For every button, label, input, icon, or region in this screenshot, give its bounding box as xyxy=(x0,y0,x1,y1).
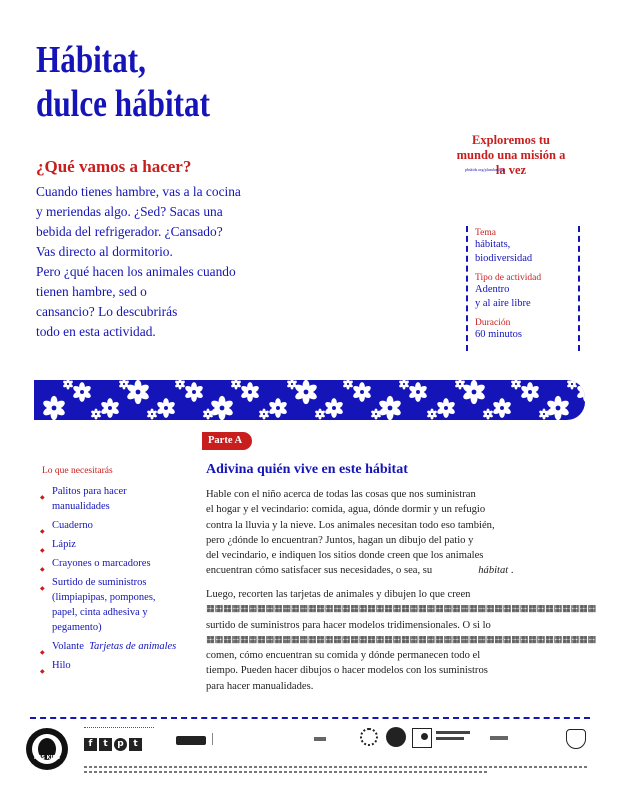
title-line-1: Hábitat, xyxy=(36,39,146,81)
flower-icon xyxy=(100,398,120,418)
flower-icon xyxy=(352,382,372,402)
paragraph-line: tiempo. Pueden hacer dibujos o hacer modelos con los suministros xyxy=(206,665,488,677)
part-badge: Parte A xyxy=(202,432,252,450)
flower-icon xyxy=(294,380,318,404)
shield-logo xyxy=(566,729,586,749)
paragraph-line: del vecindario, e indiquen los sitios donde creen que los animales xyxy=(206,550,484,562)
activity-info-box xyxy=(466,226,580,351)
list-item xyxy=(40,537,180,552)
flower-icon xyxy=(462,380,486,404)
twitter-icon[interactable]: t xyxy=(99,738,112,751)
flower-icon xyxy=(566,380,577,390)
intro-line: todo en esta actividad. xyxy=(36,324,156,339)
tagline: Exploremos tu mundo una misión a la vez xyxy=(456,133,566,177)
foundation-logo xyxy=(436,731,474,745)
garbled-line: ▦▦▦▦▦▦▦▦▦▦▦▦▦▦▦▦▦▦▦▦▦▦▦▦▦▦▦▦▦▦▦▦▦▦▦▦▦▦▦▦▦▦▦▦▦▦ xyxy=(206,604,596,615)
page-title xyxy=(36,38,307,126)
paragraph-line: encuentran cómo satisfacer sus necesidades, o sea, su hábitat . xyxy=(206,565,514,577)
intro-line: tienen hambre, sed o xyxy=(36,284,147,299)
garbled-line: ▦▦▦▦▦▦▦▦▦▦▦▦▦▦▦▦▦▦▦▦▦▦▦▦▦▦▦▦▦▦▦▦▦▦▦▦▦▦▦▦▦▦▦▦▦▦ xyxy=(206,634,596,645)
tipo-label: Tipo de actividad xyxy=(475,273,542,283)
flower-icon xyxy=(72,382,92,402)
materials-label: Lo que necesitarás xyxy=(42,466,113,476)
emphasis-habitat: hábitat xyxy=(478,565,509,577)
tumblr-icon[interactable]: t xyxy=(129,738,142,751)
flower-icon xyxy=(146,409,157,420)
bullet-icon: ◆ xyxy=(40,567,45,573)
intro-line: Pero ¿qué hacen los animales cuando xyxy=(36,264,236,279)
flower-pattern xyxy=(34,380,585,420)
sponsor-mark xyxy=(490,736,508,740)
intro-line: cansancio? Lo descubrirás xyxy=(36,304,178,319)
flower-icon xyxy=(324,398,344,418)
list-item xyxy=(40,556,180,571)
tipo-value xyxy=(475,283,578,311)
pinterest-icon[interactable]: p xyxy=(114,738,127,751)
intro-line: y meriendas algo. ¿Sed? Sacas una xyxy=(36,204,223,219)
paragraph-line: contra la lluvia y la nieve. Los animales necesitan todo eso también, xyxy=(206,519,495,531)
flower-icon xyxy=(126,380,150,404)
paragraph-line: para hacer manualidades. xyxy=(206,680,314,692)
paragraph-line: surtido de suministros para hacer modelos tridimensionales. O si lo xyxy=(206,619,491,631)
material-text: Volante xyxy=(52,641,84,652)
flower-icon xyxy=(436,398,456,418)
flower-icon xyxy=(156,398,176,418)
flower-icon xyxy=(210,396,234,420)
intro-heading: ¿Qué vamos a hacer? xyxy=(36,157,192,176)
bullet-icon: ◆ xyxy=(40,548,45,554)
paragraph-line: Luego, recorten las tarjetas de animales y dibujen lo que creen xyxy=(206,589,471,600)
site-url[interactable]: pbskids.org/plumlanding xyxy=(465,167,505,172)
list-item xyxy=(40,575,180,635)
intro-body xyxy=(36,182,281,342)
footer-divider xyxy=(30,717,590,719)
flower-icon xyxy=(510,380,521,390)
flower-icon xyxy=(174,380,185,390)
sponsor-logo-mark xyxy=(421,733,428,740)
duracion-label: Duración xyxy=(475,318,511,328)
activity-paragraph-2 xyxy=(206,587,596,694)
tema-value-line: biodiversidad xyxy=(475,253,533,264)
activity-banner xyxy=(34,380,585,420)
bullet-icon: ◆ xyxy=(40,586,45,592)
intro-line: Vas directo al dormitorio. xyxy=(36,244,173,259)
paragraph-line: el hogar y el vecindario: comida, agua, dónde dormir y un refugio xyxy=(206,504,486,516)
cpb-logo xyxy=(386,727,406,747)
tema-value xyxy=(475,238,578,266)
tipo-value-line: y al aire libre xyxy=(475,298,531,309)
credit-text-block xyxy=(212,733,241,745)
flower-icon xyxy=(90,409,101,420)
duracion-value: 60 minutos xyxy=(475,329,522,340)
intro-line: Cuando tienes hambre, vas a la cocina xyxy=(36,184,241,199)
paragraph-line: Hable con el niño acerca de todas las cosas que nos suministran xyxy=(206,489,476,500)
facebook-icon[interactable]: f xyxy=(84,738,97,751)
flower-icon xyxy=(378,396,402,420)
flower-icon xyxy=(426,409,437,420)
bullet-icon: ◆ xyxy=(40,669,45,675)
tema-value-line: hábitats, xyxy=(475,239,511,250)
tipo-value-line: Adentro xyxy=(475,284,510,295)
paragraph-line: comen, cómo encuentran su comida y dónde permanecen todo el xyxy=(206,650,481,662)
title-line-2: dulce hábitat xyxy=(36,83,211,125)
material-text: Hilo xyxy=(52,660,71,671)
flower-icon xyxy=(314,409,325,420)
flower-icon xyxy=(342,380,353,390)
flower-icon xyxy=(398,380,409,390)
material-text: Crayones o marcadores xyxy=(52,558,151,569)
list-item xyxy=(40,658,180,673)
list-item xyxy=(40,484,180,514)
materials-list xyxy=(40,484,180,677)
flower-icon xyxy=(482,409,493,420)
flower-icon xyxy=(184,382,204,402)
material-text: Surtido de suministros (limpiapipas, pompones, papel, cinta adhesiva y pegamento) xyxy=(52,577,156,633)
pbs-kids-logo[interactable] xyxy=(26,728,68,770)
material-text: Lápiz xyxy=(52,539,76,550)
flower-icon xyxy=(520,382,540,402)
tema-label: Tema xyxy=(475,228,496,238)
footer-fine-print xyxy=(84,766,589,773)
social-icons xyxy=(84,733,144,751)
flower-icon xyxy=(546,396,570,420)
list-item xyxy=(40,639,180,654)
paragraph-line: pero ¿dónde lo encuentran? Juntos, hagan un dibujo del patio y xyxy=(206,534,474,546)
flower-icon xyxy=(42,396,66,420)
list-item xyxy=(40,518,180,533)
flower-icon xyxy=(230,380,241,390)
banner-label: Actividad xyxy=(8,12,72,27)
pbs-kids-wordmark: PBS KIDS xyxy=(33,755,61,761)
flower-icon xyxy=(492,398,512,418)
social-divider xyxy=(84,727,154,728)
sponsor-logo-dots xyxy=(360,728,378,746)
flower-icon xyxy=(258,409,269,420)
activity-title: Adivina quién vive en este hábitat xyxy=(206,462,408,477)
bullet-icon: ◆ xyxy=(40,650,45,656)
intro-line: bebida del refrigerador. ¿Cansado? xyxy=(36,224,223,239)
activity-paragraph-1 xyxy=(206,487,592,579)
flower-icon xyxy=(240,382,260,402)
bullet-icon: ◆ xyxy=(40,529,45,535)
sponsor-mark xyxy=(314,737,326,741)
paragraph-line-text: encuentran cómo satisfacer sus necesidades, o sea, su xyxy=(206,565,433,577)
flower-icon xyxy=(408,382,428,402)
flower-icon xyxy=(576,382,585,402)
bullet-icon: ◆ xyxy=(40,495,45,501)
material-text: Palitos para hacer manualidades xyxy=(52,486,127,512)
handout-title: Tarjetas de animales xyxy=(89,641,177,652)
wgbh-logo xyxy=(176,736,206,745)
flower-icon xyxy=(268,398,288,418)
material-text: Cuaderno xyxy=(52,520,93,531)
flower-icon xyxy=(62,380,73,390)
